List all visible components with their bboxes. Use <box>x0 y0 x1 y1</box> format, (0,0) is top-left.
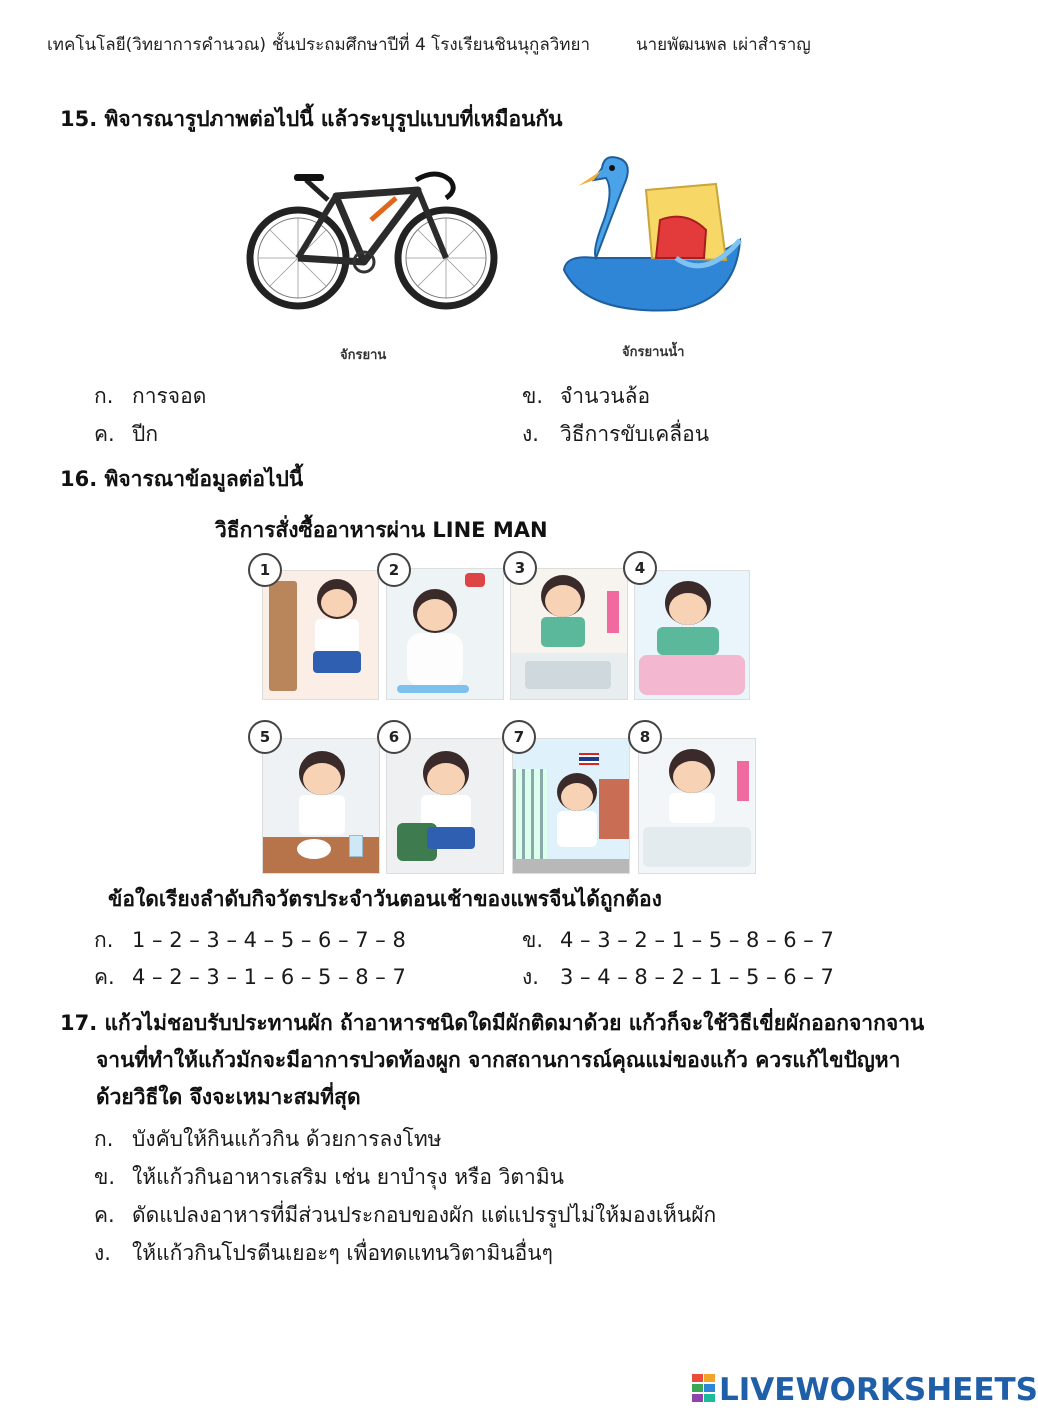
routine-number-2: 2 <box>377 553 411 587</box>
q17-option-a[interactable]: ก. บังคับให้กินแก้วกิน ด้วยการลงโทษ <box>94 1127 442 1151</box>
liveworksheets-logo-text: LIVEWORKSHEETS <box>719 1372 1038 1408</box>
q15-option-c[interactable]: ค. ปีก <box>94 422 159 446</box>
q15-option-b[interactable]: ข. จำนวนล้อ <box>522 384 651 408</box>
q15-title: 15. พิจารณารูปภาพต่อไปนี้ แล้วระบุรูปแบบที่เหมือนกัน <box>60 107 563 131</box>
routine-number-3: 3 <box>503 551 537 585</box>
q17-question <box>60 1005 960 1116</box>
q16-option-b[interactable]: ข. 4 – 3 – 2 – 1 – 5 – 8 – 6 – 7 <box>522 928 834 952</box>
q16-title: 16. พิจารณาข้อมูลต่อไปนี้ <box>60 467 304 491</box>
q16-option-d[interactable]: ง. 3 – 4 – 8 – 2 – 1 – 5 – 6 – 7 <box>522 965 834 989</box>
routine-panel-1 <box>262 570 379 700</box>
routine-panel-7 <box>512 738 630 874</box>
routine-number-4: 4 <box>623 551 657 585</box>
routine-panel-6 <box>386 738 504 874</box>
q15-option-a[interactable]: ก. การจอด <box>94 384 207 408</box>
q17-line-3: ด้วยวิธีใด จึงจะเหมาะสมที่สุด <box>96 1085 361 1109</box>
header-level-school: ชั้นประถมศึกษาปีที่ 4 โรงเรียนชินนุกูลวิทยา <box>272 35 591 55</box>
q16-option-c[interactable]: ค. 4 – 2 – 3 – 1 – 6 – 5 – 8 – 7 <box>94 965 406 989</box>
routine-panel-2 <box>386 568 504 700</box>
swan-boat-image <box>556 150 746 325</box>
routine-panel-3 <box>510 568 628 700</box>
q17-option-b[interactable]: ข. ให้แก้วกินอาหารเสริม เช่น ยาบำรุง หรือ วิตามิน <box>94 1165 565 1189</box>
q17-option-c[interactable]: ค. ดัดแปลงอาหารที่มีส่วนประกอบของผัก แต่แปรรูปไม่ให้มองเห็นผัก <box>94 1203 717 1227</box>
q16-question: ข้อใดเรียงลำดับกิจวัตรประจำวันตอนเช้าของแพรจีนได้ถูกต้อง <box>108 887 662 911</box>
routine-number-1: 1 <box>248 553 282 587</box>
routine-panel-4 <box>634 570 750 700</box>
header-subject: เทคโนโลยี(วิทยาการคำนวณ) <box>47 35 266 55</box>
q16-option-a[interactable]: ก. 1 – 2 – 3 – 4 – 5 – 6 – 7 – 8 <box>94 928 406 952</box>
q17-option-d[interactable]: ง. ให้แก้วกินโปรตีนเยอะๆ เพื่อทดแทนวิตามินอื่นๆ <box>94 1241 553 1265</box>
routine-panel-8 <box>638 738 756 874</box>
q16-subtitle: วิธีการสั่งซื้ออาหารผ่าน LINE MAN <box>215 518 548 542</box>
swan-boat-caption: จักรยานน้ำ <box>622 345 685 360</box>
routine-number-7: 7 <box>502 720 536 754</box>
routine-number-5: 5 <box>248 720 282 754</box>
bicycle-image <box>246 160 498 320</box>
routine-panel-5 <box>262 738 380 874</box>
q17-line-2: จานที่ทำให้แก้วมักจะมีอาการปวดท้องผูก จากสถานการณ์คุณแม่ของแก้ว ควรแก้ไขปัญหา <box>96 1048 901 1072</box>
header-teacher: นายพัฒนพล เผ่าสำราญ <box>636 35 811 55</box>
routine-number-8: 8 <box>628 720 662 754</box>
routine-number-6: 6 <box>377 720 411 754</box>
q15-option-d[interactable]: ง. วิธีการขับเคลื่อน <box>522 422 710 446</box>
liveworksheets-logo-icon <box>692 1374 716 1402</box>
bicycle-caption: จักรยาน <box>340 348 387 363</box>
q17-line-1: 17. แก้วไม่ชอบรับประทานผัก ถ้าอาหารชนิดใดมีผักติดมาด้วย แก้วก็จะใช้วิธีเขี่ยผักออกจากจาน <box>60 1011 925 1035</box>
